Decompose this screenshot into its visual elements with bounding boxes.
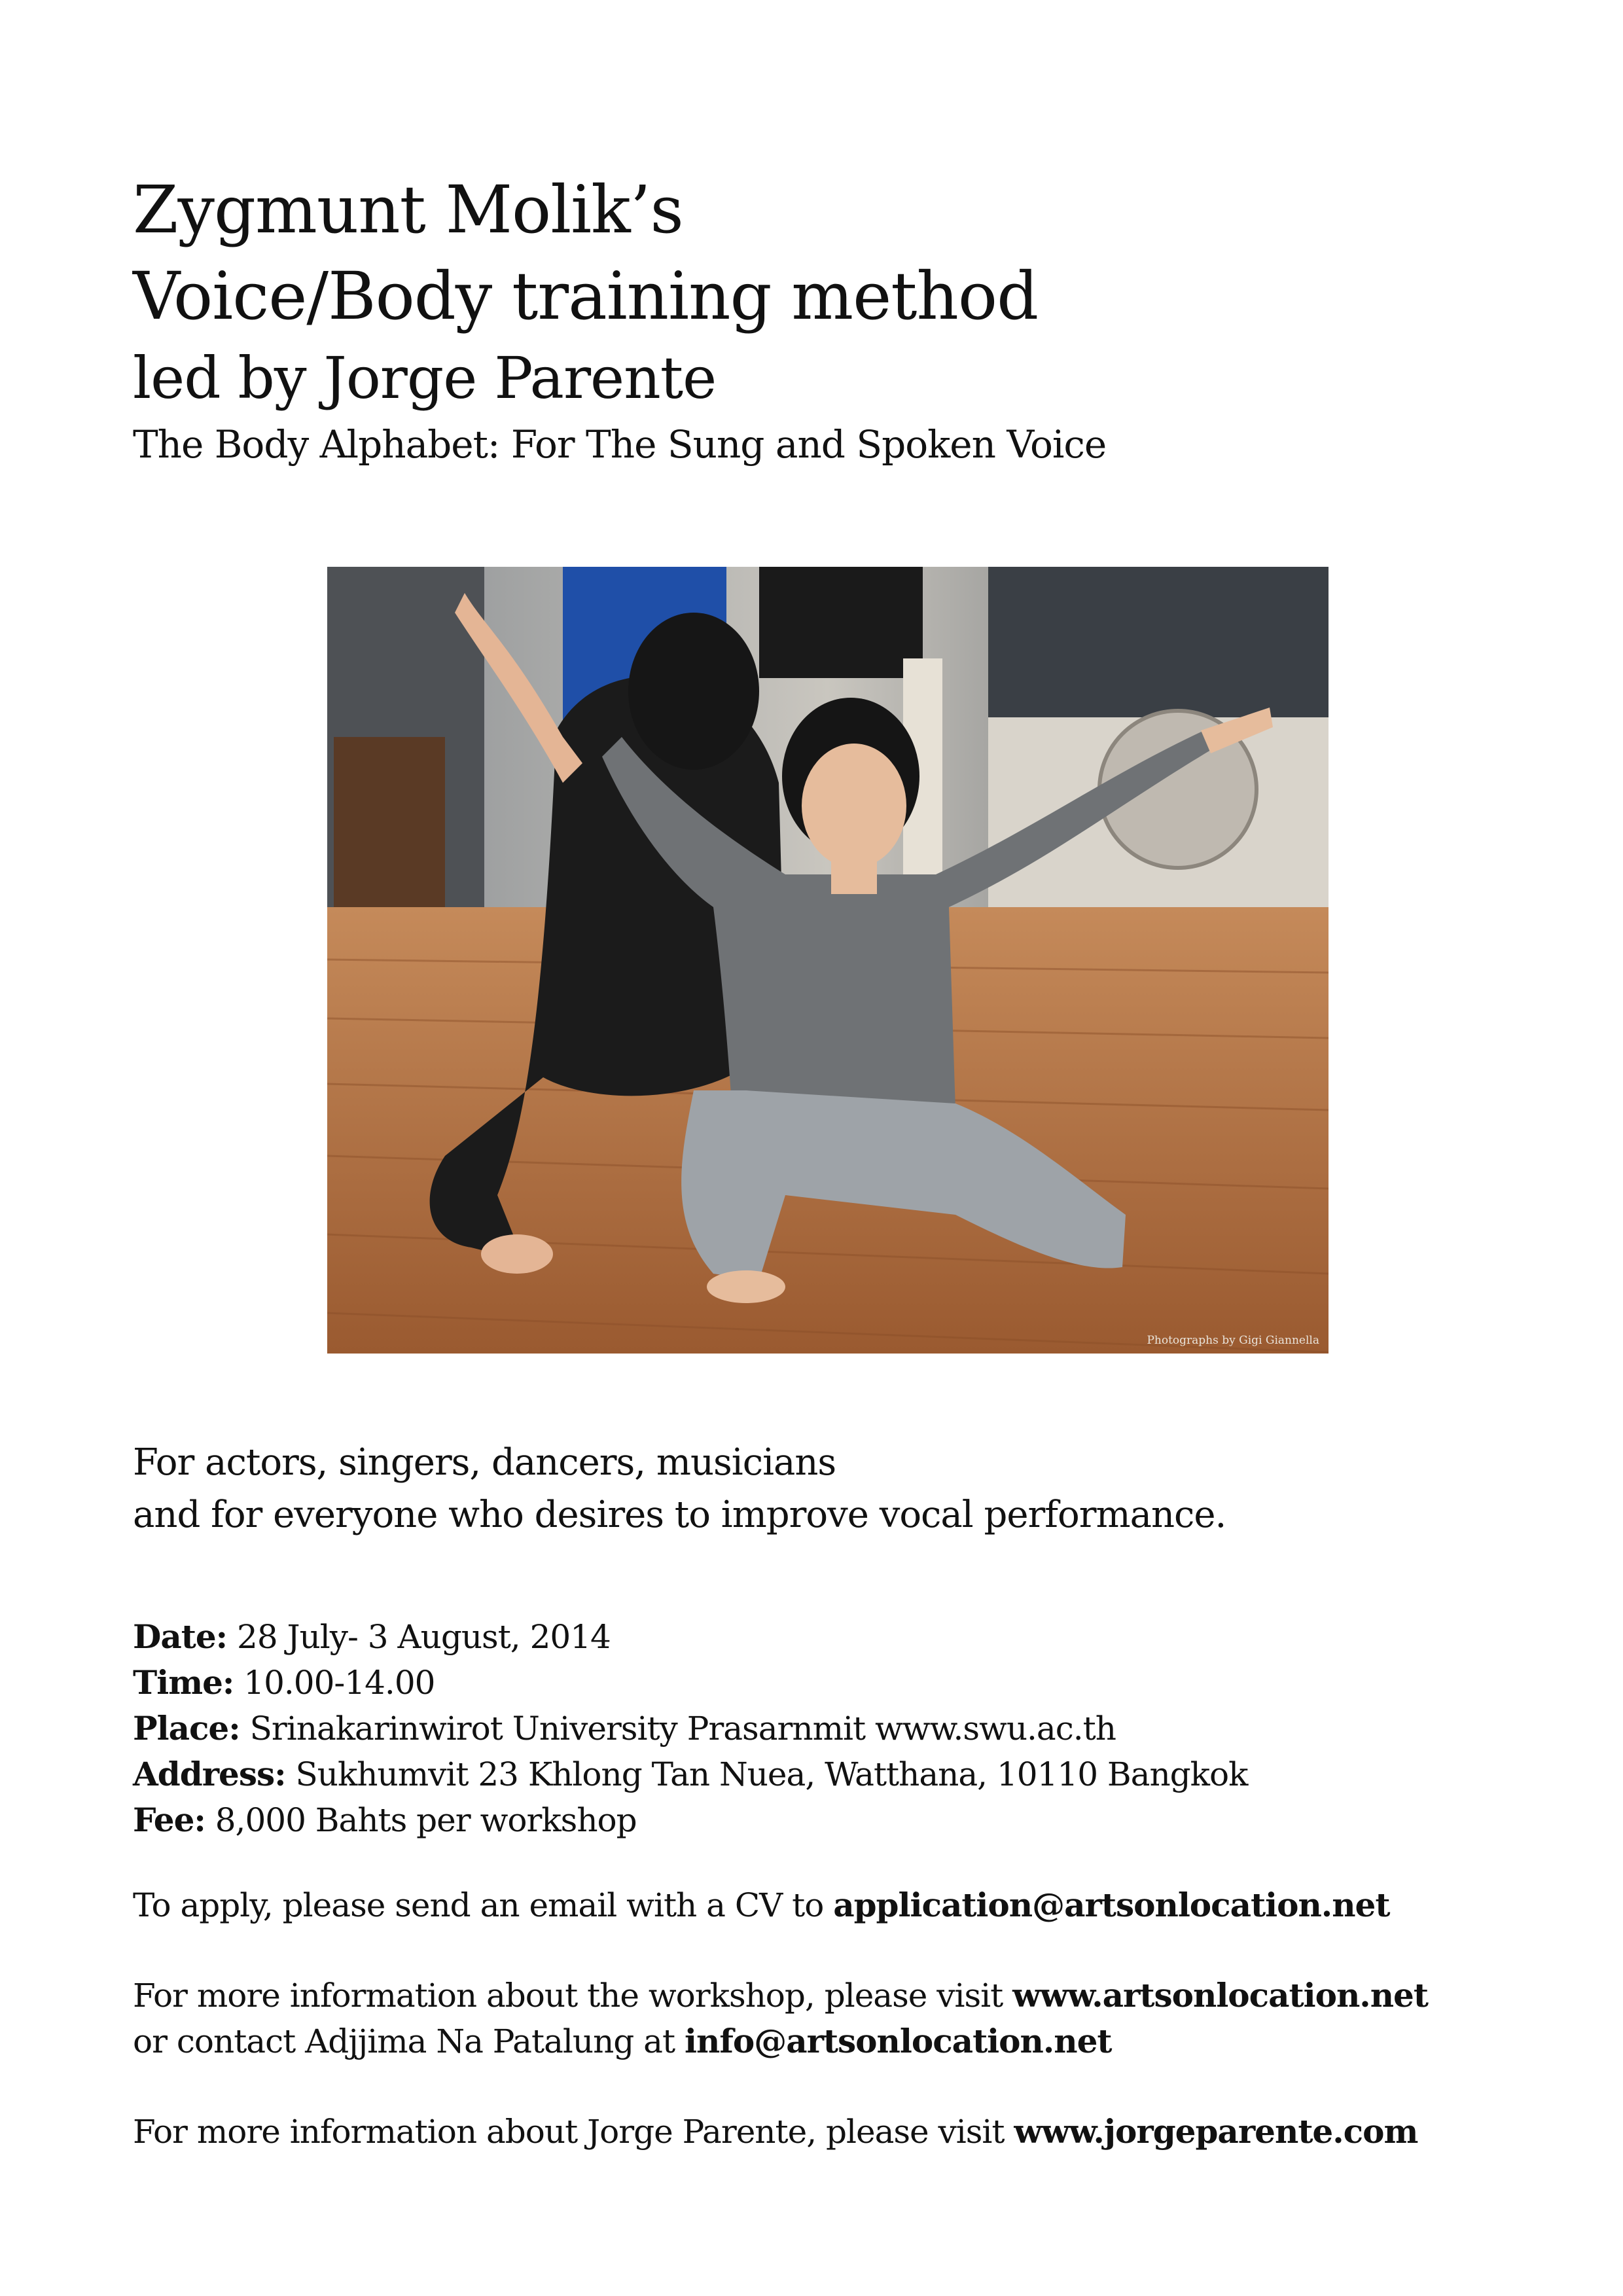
date-row	[133, 1614, 1247, 1660]
apply-email-link[interactable]: application@artsonlocation.net	[833, 1886, 1390, 1924]
place-label: Place:	[133, 1709, 240, 1748]
audience-line-1: For actors, singers, dancers, musicians	[133, 1441, 836, 1484]
workshop-info-paragraph	[133, 1973, 1428, 2064]
contact-email-link[interactable]: info@artsonlocation.net	[684, 2022, 1112, 2060]
fee-value: 8,000 Bahts per workshop	[205, 1801, 637, 1839]
workshop-info-text: For more information about the workshop, please visit	[133, 1977, 1013, 2015]
event-details	[133, 1614, 1247, 1843]
workshop-info-line-2	[133, 2018, 1428, 2064]
time-label: Time:	[133, 1663, 234, 1702]
contact-text: or contact Adjjima Na Patalung at	[133, 2022, 685, 2060]
poster-title-line-1: Zygmunt Molik’s	[133, 171, 683, 248]
address-row	[133, 1751, 1247, 1797]
workshop-photo-illustration	[327, 567, 1329, 1354]
poster-header	[133, 167, 1507, 472]
poster-subtitle: The Body Alphabet: For The Sung and Spoken Voice	[133, 422, 1107, 467]
jorge-url-link[interactable]: www.jorgeparente.com	[1014, 2112, 1418, 2151]
fee-row	[133, 1797, 1247, 1843]
fee-label: Fee:	[133, 1801, 205, 1839]
time-row	[133, 1660, 1247, 1706]
workshop-url-link[interactable]: www.artsonlocation.net	[1012, 1976, 1428, 2015]
apply-paragraph	[133, 1882, 1389, 1928]
place-row	[133, 1706, 1247, 1751]
address-value: Sukhumvit 23 Khlong Tan Nuea, Watthana, 10110 Bangkok	[285, 1755, 1248, 1793]
place-value: Srinakarinwirot University Prasarnmit www.swu.ac.th	[240, 1710, 1116, 1748]
workshop-photo	[327, 567, 1329, 1354]
audience-line-2: and for everyone who desires to improve vocal performance.	[133, 1494, 1226, 1536]
date-value: 28 July- 3 August, 2014	[227, 1618, 611, 1656]
poster-title-line-2: Voice/Body training method	[133, 258, 1039, 334]
photo-credit: Photographs by Gigi Giannella	[1147, 1334, 1319, 1347]
apply-text: To apply, please send an email with a CV to	[133, 1886, 834, 1924]
date-label: Date:	[133, 1617, 228, 1656]
time-value: 10.00-14.00	[234, 1664, 435, 1702]
workshop-info-line-1	[133, 1973, 1428, 2018]
jorge-info-text: For more information about Jorge Parente, please visit	[133, 2113, 1014, 2151]
address-label: Address:	[133, 1755, 286, 1793]
led-by-line: led by Jorge Parente	[133, 344, 717, 412]
jorge-info-paragraph	[133, 2109, 1418, 2155]
audience-text	[133, 1437, 1226, 1541]
